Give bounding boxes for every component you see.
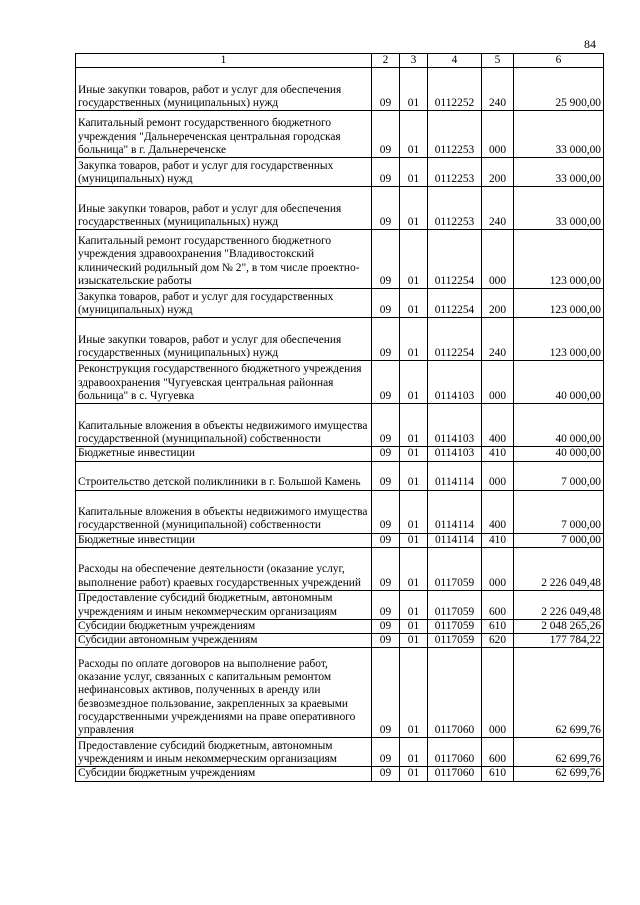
- row-section-cell: 09: [372, 68, 400, 111]
- row-section-cell: 09: [372, 619, 400, 633]
- row-section-cell: 09: [372, 230, 400, 289]
- row-sum-cell: 7 000,00: [514, 490, 604, 533]
- row-expense-type-cell: 410: [482, 447, 514, 461]
- row-target-cell: 0114103: [428, 361, 482, 404]
- header-row: [76, 54, 604, 68]
- row-section-cell: 09: [372, 590, 400, 619]
- row-sum-cell: 7 000,00: [514, 461, 604, 490]
- header-cell-name: 1: [76, 54, 372, 68]
- row-expense-type-cell: 000: [482, 461, 514, 490]
- row-target-cell: 0117059: [428, 619, 482, 633]
- row-section-cell: 09: [372, 767, 400, 781]
- row-name-cell: Расходы на обеспечение деятельности (оказание услуг, выполнение работ) краевых государственных учреждений: [76, 547, 372, 590]
- row-subsection-cell: 01: [400, 767, 428, 781]
- table-row: [76, 648, 604, 738]
- row-name-cell: Капитальный ремонт государственного бюджетного учреждения здравоохранения "Владивостокский клинический родильный дом № 2", в том числе проектно-изыскательские работы: [76, 230, 372, 289]
- row-target-cell: 0112254: [428, 289, 482, 318]
- row-expense-type-cell: 000: [482, 648, 514, 738]
- header-cell-section: 2: [372, 54, 400, 68]
- table-row: [76, 767, 604, 781]
- row-target-cell: 0112253: [428, 187, 482, 230]
- row-subsection-cell: 01: [400, 533, 428, 547]
- row-target-cell: 0117060: [428, 738, 482, 767]
- row-subsection-cell: 01: [400, 158, 428, 187]
- row-target-cell: 0112253: [428, 111, 482, 158]
- row-name-cell: Предоставление субсидий бюджетным, автономным учреждениям и иным некоммерческим организациям: [76, 738, 372, 767]
- table-row: [76, 187, 604, 230]
- table-row: [76, 361, 604, 404]
- row-sum-cell: 33 000,00: [514, 111, 604, 158]
- row-expense-type-cell: 400: [482, 404, 514, 447]
- row-expense-type-cell: 410: [482, 533, 514, 547]
- row-subsection-cell: 01: [400, 361, 428, 404]
- row-subsection-cell: 01: [400, 619, 428, 633]
- row-name-cell: Капитальные вложения в объекты недвижимого имущества государственной (муниципальной) собственности: [76, 404, 372, 447]
- table-row: [76, 318, 604, 361]
- row-target-cell: 0114103: [428, 404, 482, 447]
- page-number: 84: [584, 37, 596, 51]
- row-sum-cell: 177 784,22: [514, 634, 604, 648]
- row-name-cell: Расходы по оплате договоров на выполнение работ, оказание услуг, связанных с капитальным ремонтом нефинансовых активов, полученных в аренду или безвозмездное пользование, закрепленных за краевыми государственными учреждениями на праве оперативного управления: [76, 648, 372, 738]
- row-target-cell: 0117060: [428, 767, 482, 781]
- table-row: [76, 289, 604, 318]
- row-name-cell: Капитальные вложения в объекты недвижимого имущества государственной (муниципальной) собственности: [76, 490, 372, 533]
- row-target-cell: 0117060: [428, 648, 482, 738]
- row-subsection-cell: 01: [400, 461, 428, 490]
- row-name-cell: Субсидии бюджетным учреждениям: [76, 767, 372, 781]
- row-subsection-cell: 01: [400, 187, 428, 230]
- row-name-cell: Иные закупки товаров, работ и услуг для обеспечения государственных (муниципальных) нужд: [76, 68, 372, 111]
- row-sum-cell: 62 699,76: [514, 767, 604, 781]
- row-name-cell: Строительство детской поликлиники в г. Большой Камень: [76, 461, 372, 490]
- row-sum-cell: 2 226 049,48: [514, 590, 604, 619]
- row-name-cell: Закупка товаров, работ и услуг для государственных (муниципальных) нужд: [76, 289, 372, 318]
- table-row: [76, 547, 604, 590]
- row-target-cell: 0117059: [428, 634, 482, 648]
- row-target-cell: 0114103: [428, 447, 482, 461]
- row-expense-type-cell: 610: [482, 619, 514, 633]
- row-target-cell: 0112252: [428, 68, 482, 111]
- table-row: [76, 111, 604, 158]
- row-section-cell: 09: [372, 361, 400, 404]
- row-expense-type-cell: 600: [482, 590, 514, 619]
- row-section-cell: 09: [372, 289, 400, 318]
- table-row: [76, 404, 604, 447]
- row-target-cell: 0114114: [428, 461, 482, 490]
- row-section-cell: 09: [372, 158, 400, 187]
- row-subsection-cell: 01: [400, 404, 428, 447]
- table-row: [76, 68, 604, 111]
- row-name-cell: Бюджетные инвестиции: [76, 447, 372, 461]
- row-expense-type-cell: 610: [482, 767, 514, 781]
- row-expense-type-cell: 000: [482, 230, 514, 289]
- row-section-cell: 09: [372, 547, 400, 590]
- row-section-cell: 09: [372, 490, 400, 533]
- row-section-cell: 09: [372, 447, 400, 461]
- table-row: [76, 590, 604, 619]
- row-section-cell: 09: [372, 738, 400, 767]
- row-subsection-cell: 01: [400, 111, 428, 158]
- row-expense-type-cell: 600: [482, 738, 514, 767]
- row-subsection-cell: 01: [400, 547, 428, 590]
- row-subsection-cell: 01: [400, 648, 428, 738]
- table-row: [76, 634, 604, 648]
- row-subsection-cell: 01: [400, 318, 428, 361]
- row-subsection-cell: 01: [400, 447, 428, 461]
- row-sum-cell: 123 000,00: [514, 230, 604, 289]
- row-expense-type-cell: 240: [482, 187, 514, 230]
- row-target-cell: 0112254: [428, 318, 482, 361]
- row-subsection-cell: 01: [400, 634, 428, 648]
- row-expense-type-cell: 000: [482, 361, 514, 404]
- table-row: [76, 619, 604, 633]
- row-expense-type-cell: 000: [482, 111, 514, 158]
- row-section-cell: 09: [372, 318, 400, 361]
- row-section-cell: 09: [372, 111, 400, 158]
- row-expense-type-cell: 240: [482, 318, 514, 361]
- table-row: [76, 533, 604, 547]
- row-target-cell: 0114114: [428, 533, 482, 547]
- row-target-cell: 0112254: [428, 230, 482, 289]
- table-row: [76, 230, 604, 289]
- row-sum-cell: 2 048 265,26: [514, 619, 604, 633]
- row-section-cell: 09: [372, 404, 400, 447]
- row-section-cell: 09: [372, 648, 400, 738]
- row-sum-cell: 40 000,00: [514, 447, 604, 461]
- row-subsection-cell: 01: [400, 490, 428, 533]
- table-body: [76, 54, 604, 782]
- row-section-cell: 09: [372, 533, 400, 547]
- row-expense-type-cell: 200: [482, 158, 514, 187]
- row-sum-cell: 40 000,00: [514, 404, 604, 447]
- row-sum-cell: 40 000,00: [514, 361, 604, 404]
- row-name-cell: Капитальный ремонт государственного бюджетного учреждения "Дальнереченская центральная городская больница" в г. Дальнереченске: [76, 111, 372, 158]
- row-target-cell: 0117059: [428, 590, 482, 619]
- row-section-cell: 09: [372, 187, 400, 230]
- row-sum-cell: 33 000,00: [514, 187, 604, 230]
- row-name-cell: Реконструкция государственного бюджетного учреждения здравоохранения "Чугуевская центральная районная больница" в с. Чугуевка: [76, 361, 372, 404]
- row-name-cell: Иные закупки товаров, работ и услуг для обеспечения государственных (муниципальных) нужд: [76, 187, 372, 230]
- row-sum-cell: 123 000,00: [514, 318, 604, 361]
- table-row: [76, 158, 604, 187]
- table-row: [76, 490, 604, 533]
- row-name-cell: Предоставление субсидий бюджетным, автономным учреждениям и иным некоммерческим организациям: [76, 590, 372, 619]
- table-row: [76, 447, 604, 461]
- row-sum-cell: 123 000,00: [514, 289, 604, 318]
- row-name-cell: Субсидии автономным учреждениям: [76, 634, 372, 648]
- row-section-cell: 09: [372, 461, 400, 490]
- row-name-cell: Закупка товаров, работ и услуг для государственных (муниципальных) нужд: [76, 158, 372, 187]
- row-target-cell: 0112253: [428, 158, 482, 187]
- budget-table: [75, 53, 604, 782]
- header-cell-subsection: 3: [400, 54, 428, 68]
- header-cell-expense-type: 5: [482, 54, 514, 68]
- row-name-cell: Иные закупки товаров, работ и услуг для обеспечения государственных (муниципальных) нужд: [76, 318, 372, 361]
- row-subsection-cell: 01: [400, 738, 428, 767]
- row-subsection-cell: 01: [400, 230, 428, 289]
- table-row: [76, 738, 604, 767]
- row-subsection-cell: 01: [400, 289, 428, 318]
- header-cell-target: 4: [428, 54, 482, 68]
- header-cell-sum: 6: [514, 54, 604, 68]
- row-expense-type-cell: 000: [482, 547, 514, 590]
- row-expense-type-cell: 620: [482, 634, 514, 648]
- row-expense-type-cell: 240: [482, 68, 514, 111]
- table-row: [76, 461, 604, 490]
- row-sum-cell: 62 699,76: [514, 648, 604, 738]
- row-sum-cell: 7 000,00: [514, 533, 604, 547]
- row-subsection-cell: 01: [400, 590, 428, 619]
- row-sum-cell: 62 699,76: [514, 738, 604, 767]
- row-sum-cell: 2 226 049,48: [514, 547, 604, 590]
- row-sum-cell: 33 000,00: [514, 158, 604, 187]
- row-expense-type-cell: 400: [482, 490, 514, 533]
- row-target-cell: 0114114: [428, 490, 482, 533]
- row-expense-type-cell: 200: [482, 289, 514, 318]
- row-sum-cell: 25 900,00: [514, 68, 604, 111]
- row-name-cell: Субсидии бюджетным учреждениям: [76, 619, 372, 633]
- row-target-cell: 0117059: [428, 547, 482, 590]
- row-section-cell: 09: [372, 634, 400, 648]
- row-name-cell: Бюджетные инвестиции: [76, 533, 372, 547]
- row-subsection-cell: 01: [400, 68, 428, 111]
